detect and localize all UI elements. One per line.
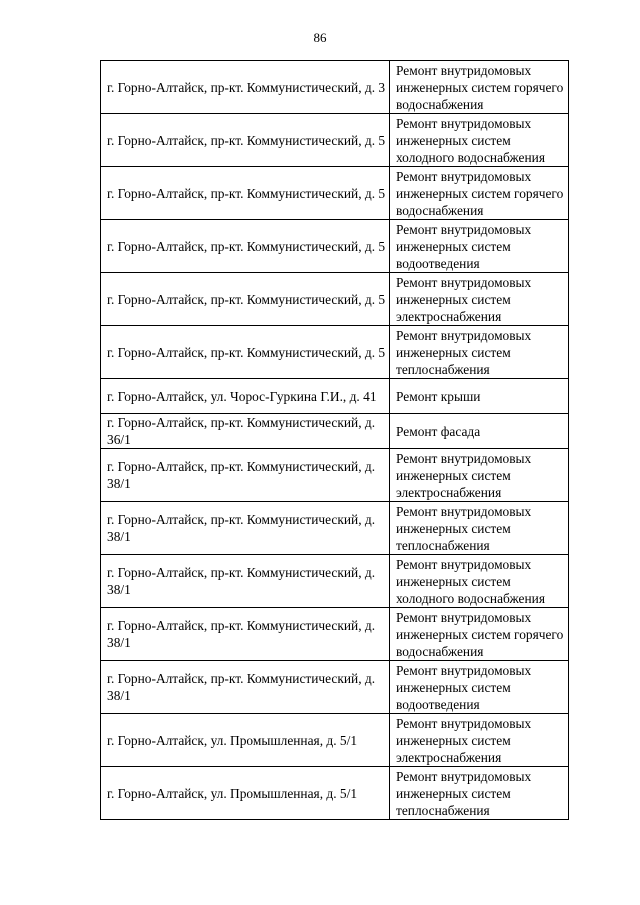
- work-type-cell: Ремонт внутридомовых инженерных систем теплоснабжения: [390, 767, 569, 820]
- table-row: [101, 379, 569, 414]
- address-cell: г. Горно-Алтайск, пр-кт. Коммунистический, д. 38/1: [101, 661, 390, 714]
- table-row: [101, 326, 569, 379]
- table-row: [101, 608, 569, 661]
- address-cell: г. Горно-Алтайск, пр-кт. Коммунистический, д. 5: [101, 220, 390, 273]
- address-cell: г. Горно-Алтайск, пр-кт. Коммунистический, д. 5: [101, 167, 390, 220]
- address-cell: г. Горно-Алтайск, ул. Промышленная, д. 5/1: [101, 714, 390, 767]
- work-type-cell: Ремонт внутридомовых инженерных систем горячего водоснабжения: [390, 167, 569, 220]
- table-row: [101, 114, 569, 167]
- work-type-cell: Ремонт внутридомовых инженерных систем холодного водоснабжения: [390, 555, 569, 608]
- work-type-cell: Ремонт внутридомовых инженерных систем водоотведения: [390, 220, 569, 273]
- table-row: [101, 414, 569, 449]
- repair-works-table: [100, 60, 569, 820]
- table-row: [101, 273, 569, 326]
- address-cell: г. Горно-Алтайск, пр-кт. Коммунистический, д. 36/1: [101, 414, 390, 449]
- table-row: [101, 767, 569, 820]
- address-cell: г. Горно-Алтайск, пр-кт. Коммунистический, д. 38/1: [101, 608, 390, 661]
- address-cell: г. Горно-Алтайск, пр-кт. Коммунистический, д. 38/1: [101, 502, 390, 555]
- address-cell: г. Горно-Алтайск, пр-кт. Коммунистический, д. 3: [101, 61, 390, 114]
- work-type-cell: Ремонт внутридомовых инженерных систем горячего водоснабжения: [390, 608, 569, 661]
- address-cell: г. Горно-Алтайск, ул. Промышленная, д. 5/1: [101, 767, 390, 820]
- address-cell: г. Горно-Алтайск, ул. Чорос-Гуркина Г.И., д. 41: [101, 379, 390, 414]
- table-row: [101, 167, 569, 220]
- work-type-cell: Ремонт внутридомовых инженерных систем теплоснабжения: [390, 326, 569, 379]
- table-row: [101, 61, 569, 114]
- work-type-cell: Ремонт внутридомовых инженерных систем электроснабжения: [390, 449, 569, 502]
- work-type-cell: Ремонт крыши: [390, 379, 569, 414]
- work-type-cell: Ремонт внутридомовых инженерных систем горячего водоснабжения: [390, 61, 569, 114]
- address-cell: г. Горно-Алтайск, пр-кт. Коммунистический, д. 38/1: [101, 449, 390, 502]
- table-row: [101, 714, 569, 767]
- address-cell: г. Горно-Алтайск, пр-кт. Коммунистический, д. 5: [101, 114, 390, 167]
- work-type-cell: Ремонт внутридомовых инженерных систем холодного водоснабжения: [390, 114, 569, 167]
- table-row: [101, 661, 569, 714]
- work-type-cell: Ремонт внутридомовых инженерных систем теплоснабжения: [390, 502, 569, 555]
- work-type-cell: Ремонт внутридомовых инженерных систем электроснабжения: [390, 273, 569, 326]
- table-row: [101, 449, 569, 502]
- table-row: [101, 555, 569, 608]
- work-type-cell: Ремонт внутридомовых инженерных систем водоотведения: [390, 661, 569, 714]
- address-cell: г. Горно-Алтайск, пр-кт. Коммунистический, д. 5: [101, 326, 390, 379]
- table-row: [101, 220, 569, 273]
- table-row: [101, 502, 569, 555]
- page-number: 86: [313, 30, 327, 45]
- work-type-cell: Ремонт внутридомовых инженерных систем электроснабжения: [390, 714, 569, 767]
- address-cell: г. Горно-Алтайск, пр-кт. Коммунистический, д. 38/1: [101, 555, 390, 608]
- address-cell: г. Горно-Алтайск, пр-кт. Коммунистический, д. 5: [101, 273, 390, 326]
- work-type-cell: Ремонт фасада: [390, 414, 569, 449]
